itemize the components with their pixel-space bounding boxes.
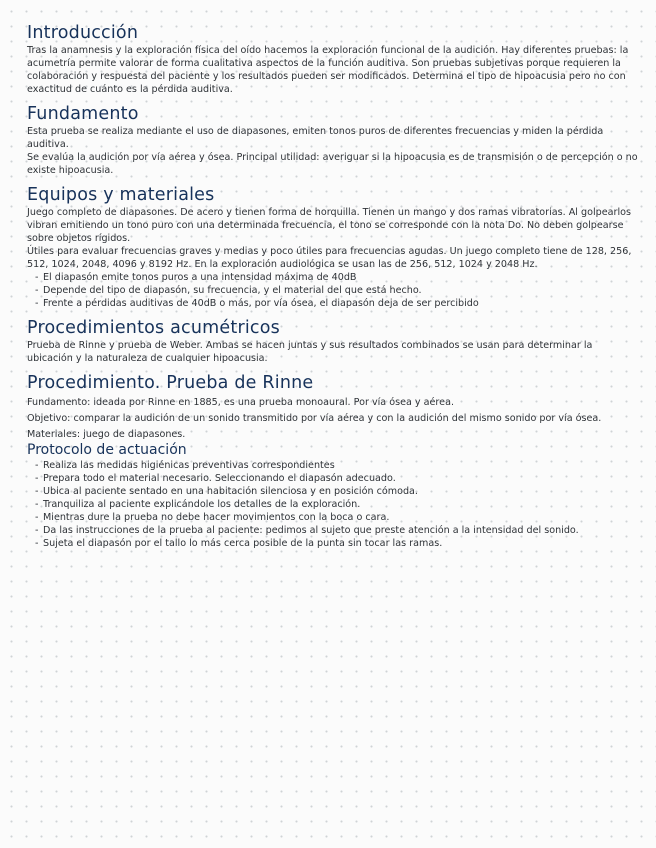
heading-procedimientos: Procedimientos acumétricos bbox=[27, 318, 280, 338]
protocolo-list-item: - Sujeta el diapasón por el tallo lo más cerca posible de la punta sin tocar las ramas. bbox=[27, 537, 638, 550]
rinne-fundamento: Fundamento: ideada por Rinne en 1885, es una prueba monoaural. Por vía ósea y aérea. bbox=[27, 397, 455, 408]
protocolo-list-item: - Da las instrucciones de la prueba al paciente: pedimos al sujeto que preste atención a la intensidad del sonido. bbox=[27, 524, 638, 537]
heading-equipos: Equipos y materiales bbox=[27, 185, 215, 205]
fundamento-paragraph-1: Esta prueba se realiza mediante el uso de diapasones, emiten tonos puros de diferentes frecuencias y miden la pérdida auditiva. bbox=[27, 126, 604, 150]
protocolo-list-item: - Tranquiliza al paciente explicándole los detalles de la exploración. bbox=[27, 498, 638, 511]
protocolo-list-item: - Prepara todo el material necesario. Seleccionando el diapasón adecuado. bbox=[27, 472, 638, 485]
equipos-list-item: - Depende del tipo de diapasón, su frecuencia, y el material del que está hecho. bbox=[27, 284, 638, 297]
equipos-list-item: - Frente a pérdidas auditivas de 40dB o más, por vía ósea, el diapasón deja de ser percibido bbox=[27, 297, 638, 310]
procedimientos-paragraph: Prueba de Rinne y prueba de Weber. Ambas se hacen juntas y sus resultados combinados se usan para determinar la ubicación y la naturaleza de cualquier hipoacusia. bbox=[27, 340, 593, 364]
equipos-list-item: - El diapasón emite tonos puros a una intensidad máxima de 40dB bbox=[27, 271, 638, 284]
intro-paragraph: Tras la anamnesis y la exploración física del oído hacemos la exploración funcional de la audición. Hay diferentes pruebas: la acumetría permite valorar de forma cualitativa aspectos de la función auditiva. Son pruebas subjetivas porque requieren la colaboración y respuesta del paciente y los resultados pueden ser modificados. Determina el tipo de hipoacusia pero no con exactitud de cuánto es la pérdida auditiva. bbox=[27, 45, 629, 95]
section-fundamento bbox=[27, 103, 638, 177]
heading-introduccion: Introducción bbox=[27, 23, 139, 43]
protocolo-list-item: - Ubica al paciente sentado en una habitación silenciosa y en posición cómoda. bbox=[27, 485, 638, 498]
protocolo-list-item: - Mientras dure la prueba no debe hacer movimientos con la boca o cara. bbox=[27, 511, 638, 524]
heading-fundamento: Fundamento bbox=[27, 104, 139, 124]
section-introduccion bbox=[27, 22, 638, 96]
section-procedimientos bbox=[27, 317, 638, 365]
rinne-objetivo: Objetivo: comparar la audición de un sonido transmitido por vía aérea y con la audición del mismo sonido por vía ósea. bbox=[27, 413, 602, 424]
section-equipos bbox=[27, 184, 638, 310]
equipos-paragraph-2: Útiles para evaluar frecuencias graves y medias y poco útiles para frecuencias agudas. Un juego completo tiene de 128, 256, 512, 1024, 2048, 4096 y 8192 Hz. En la exploración audiológica se usan las de 256, 512, 1024 y 2048 Hz. bbox=[27, 246, 632, 270]
fundamento-paragraph-2: Se evalúa la audición por vía aérea y ósea. Principal utilidad: averiguar si la hipoacusia es de transmisión o de percepción o no existe hipoacusia. bbox=[27, 152, 638, 176]
rinne-materiales: Materiales: juego de diapasones. bbox=[27, 429, 186, 440]
heading-protocolo: Protocolo de actuación bbox=[27, 442, 187, 458]
protocolo-list-item: - Realiza las medidas higiénicas preventivas correspondientes bbox=[27, 459, 638, 472]
protocolo-list bbox=[27, 459, 638, 550]
heading-rinne: Procedimiento. Prueba de Rinne bbox=[27, 373, 314, 393]
equipos-list bbox=[27, 271, 638, 310]
equipos-paragraph-1: Juego completo de diapasones. De acero y tienen forma de horquilla. Tienen un mango y dos ramas vibratorias. Al golpearlos vibran emitiendo un tono puro con una determinada frecuencia, el tono se corresponde con la nota Do. No deben golpearse sobre objetos rígidos. bbox=[27, 207, 631, 244]
section-rinne bbox=[27, 372, 638, 550]
